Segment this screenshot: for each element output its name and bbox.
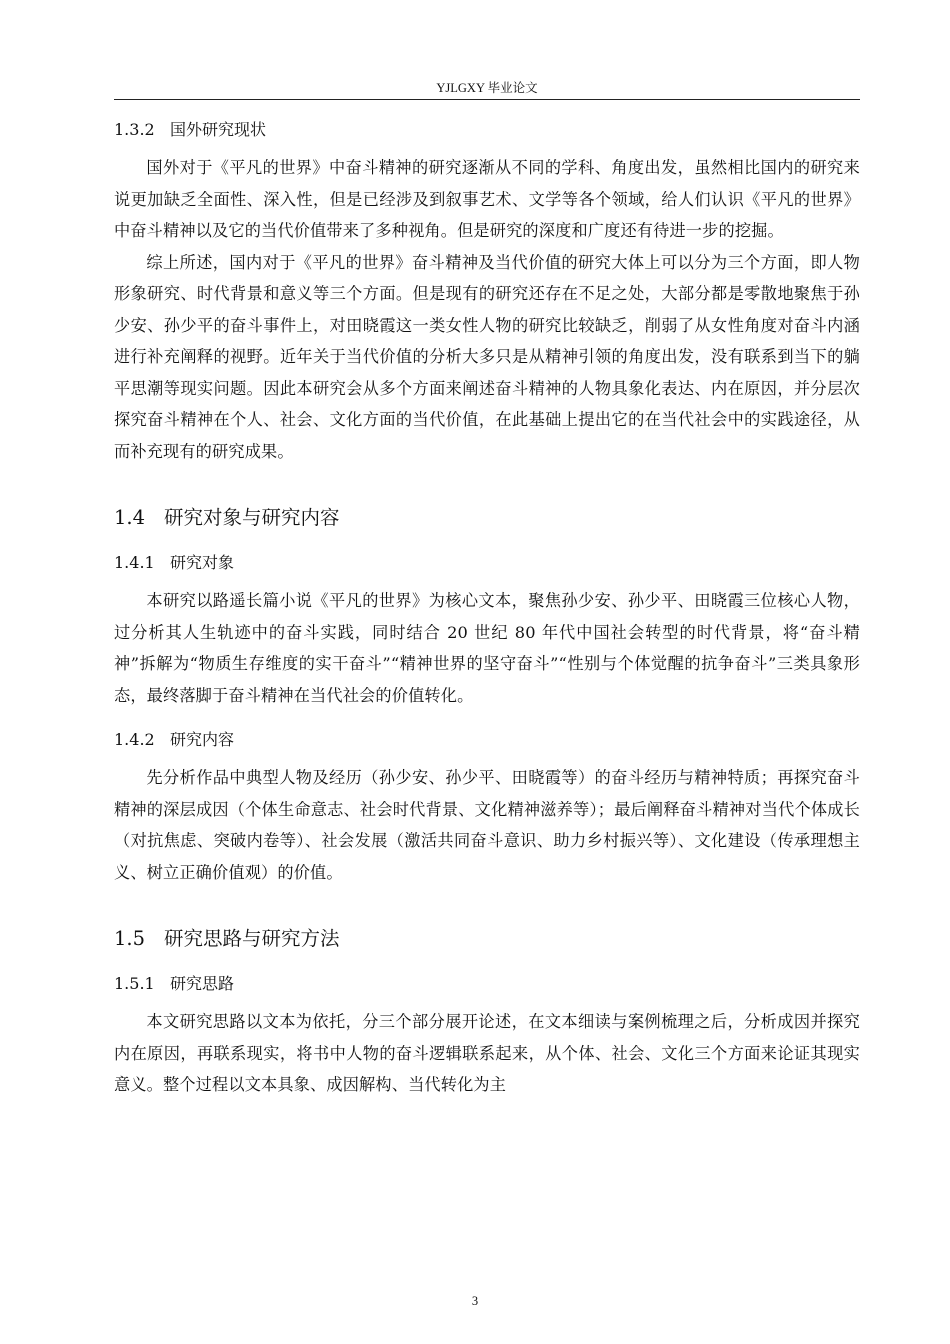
section-heading-1-3-2 bbox=[114, 118, 860, 142]
section-heading-1-4-1 bbox=[114, 551, 860, 575]
section-heading-1-4 bbox=[114, 504, 860, 532]
section-title: 研究思路与研究方法 bbox=[164, 927, 340, 950]
paragraph: 本研究以路遥长篇小说《平凡的世界》为核心文本，聚焦孙少安、孙少平、田晓霞三位核心人物，过分析其人生轨迹中的奋斗实践，同时结合 20 世纪 80 年代中国社会转型的时代背景，将“奋斗精神”拆解为“物质生存维度的实干奋斗”“精神世界的坚守奋斗”“性别与个体觉醒的抗争奋斗”三类具象形态，最终落脚于奋斗精神在当代社会的价值转化。 bbox=[114, 591, 860, 705]
header-rule bbox=[114, 99, 860, 100]
paragraph: 本文研究思路以文本为依托，分三个部分展开论述，在文本细读与案例梳理之后，分析成因并探究内在原因，再联系现实，将书中人物的奋斗逻辑联系起来，从个体、社会、文化三个方面来论证其现实意义。整个过程以文本具象、成因解构、当代转化为主 bbox=[114, 1012, 860, 1094]
page-number: 3 bbox=[471, 1294, 479, 1308]
section-number: 1.4 bbox=[114, 506, 146, 529]
section-title: 国外研究现状 bbox=[170, 120, 267, 139]
paragraph: 综上所述，国内对于《平凡的世界》奋斗精神及当代价值的研究大体上可以分为三个方面，即人物形象研究、时代背景和意义等三个方面。但是现有的研究还存在不足之处，大部分都是零散地聚焦于孙少安、孙少平的奋斗事件上，对田晓霞这一类女性人物的研究比较缺乏，削弱了从女性角度对奋斗内涵进行补充阐释的视野。近年关于当代价值的分析大多只是从精神引领的角度出发，没有联系到当下的躺平思潮等现实问题。因此本研究会从多个方面来阐述奋斗精神的人物具象化表达、内在原因，并分层次探究奋斗精神在个人、社会、文化方面的当代价值，在此基础上提出它的在当代社会中的实践途径，从而补充现有的研究成果。 bbox=[114, 252, 860, 461]
section-title: 研究思路 bbox=[170, 974, 235, 993]
section-number: 1.5.1 bbox=[114, 974, 155, 993]
page-body bbox=[114, 118, 860, 1101]
section-heading-1-5-1 bbox=[114, 972, 860, 996]
section-number: 1.3.2 bbox=[114, 120, 155, 139]
section-number: 1.5 bbox=[114, 927, 146, 950]
section-title: 研究对象与研究内容 bbox=[164, 506, 340, 529]
section-title: 研究内容 bbox=[170, 730, 235, 749]
paragraph: 国外对于《平凡的世界》中奋斗精神的研究逐渐从不同的学科、角度出发，虽然相比国内的研究来说更加缺乏全面性、深入性，但是已经涉及到叙事艺术、文学等各个领域，给人们认识《平凡的世界》中奋斗精神以及它的当代价值带来了多种视角。但是研究的深度和广度还有待进一步的挖掘。 bbox=[114, 158, 860, 240]
section-title: 研究对象 bbox=[170, 553, 235, 572]
section-heading-1-5 bbox=[114, 925, 860, 953]
page-header: YJLGXY 毕业论文 bbox=[436, 81, 538, 95]
paragraph: 先分析作品中典型人物及经历（孙少安、孙少平、田晓霞等）的奋斗经历与精神特质；再探究奋斗精神的深层成因（个体生命意志、社会时代背景、文化精神滋养等）；最后阐释奋斗精神对当代个体成长（对抗焦虑、突破内卷等）、社会发展（激活共同奋斗意识、助力乡村振兴等）、文化建设（传承理想主义、树立正确价值观）的价值。 bbox=[114, 768, 860, 882]
section-number: 1.4.2 bbox=[114, 730, 155, 749]
section-heading-1-4-2 bbox=[114, 728, 860, 752]
section-number: 1.4.1 bbox=[114, 553, 155, 572]
